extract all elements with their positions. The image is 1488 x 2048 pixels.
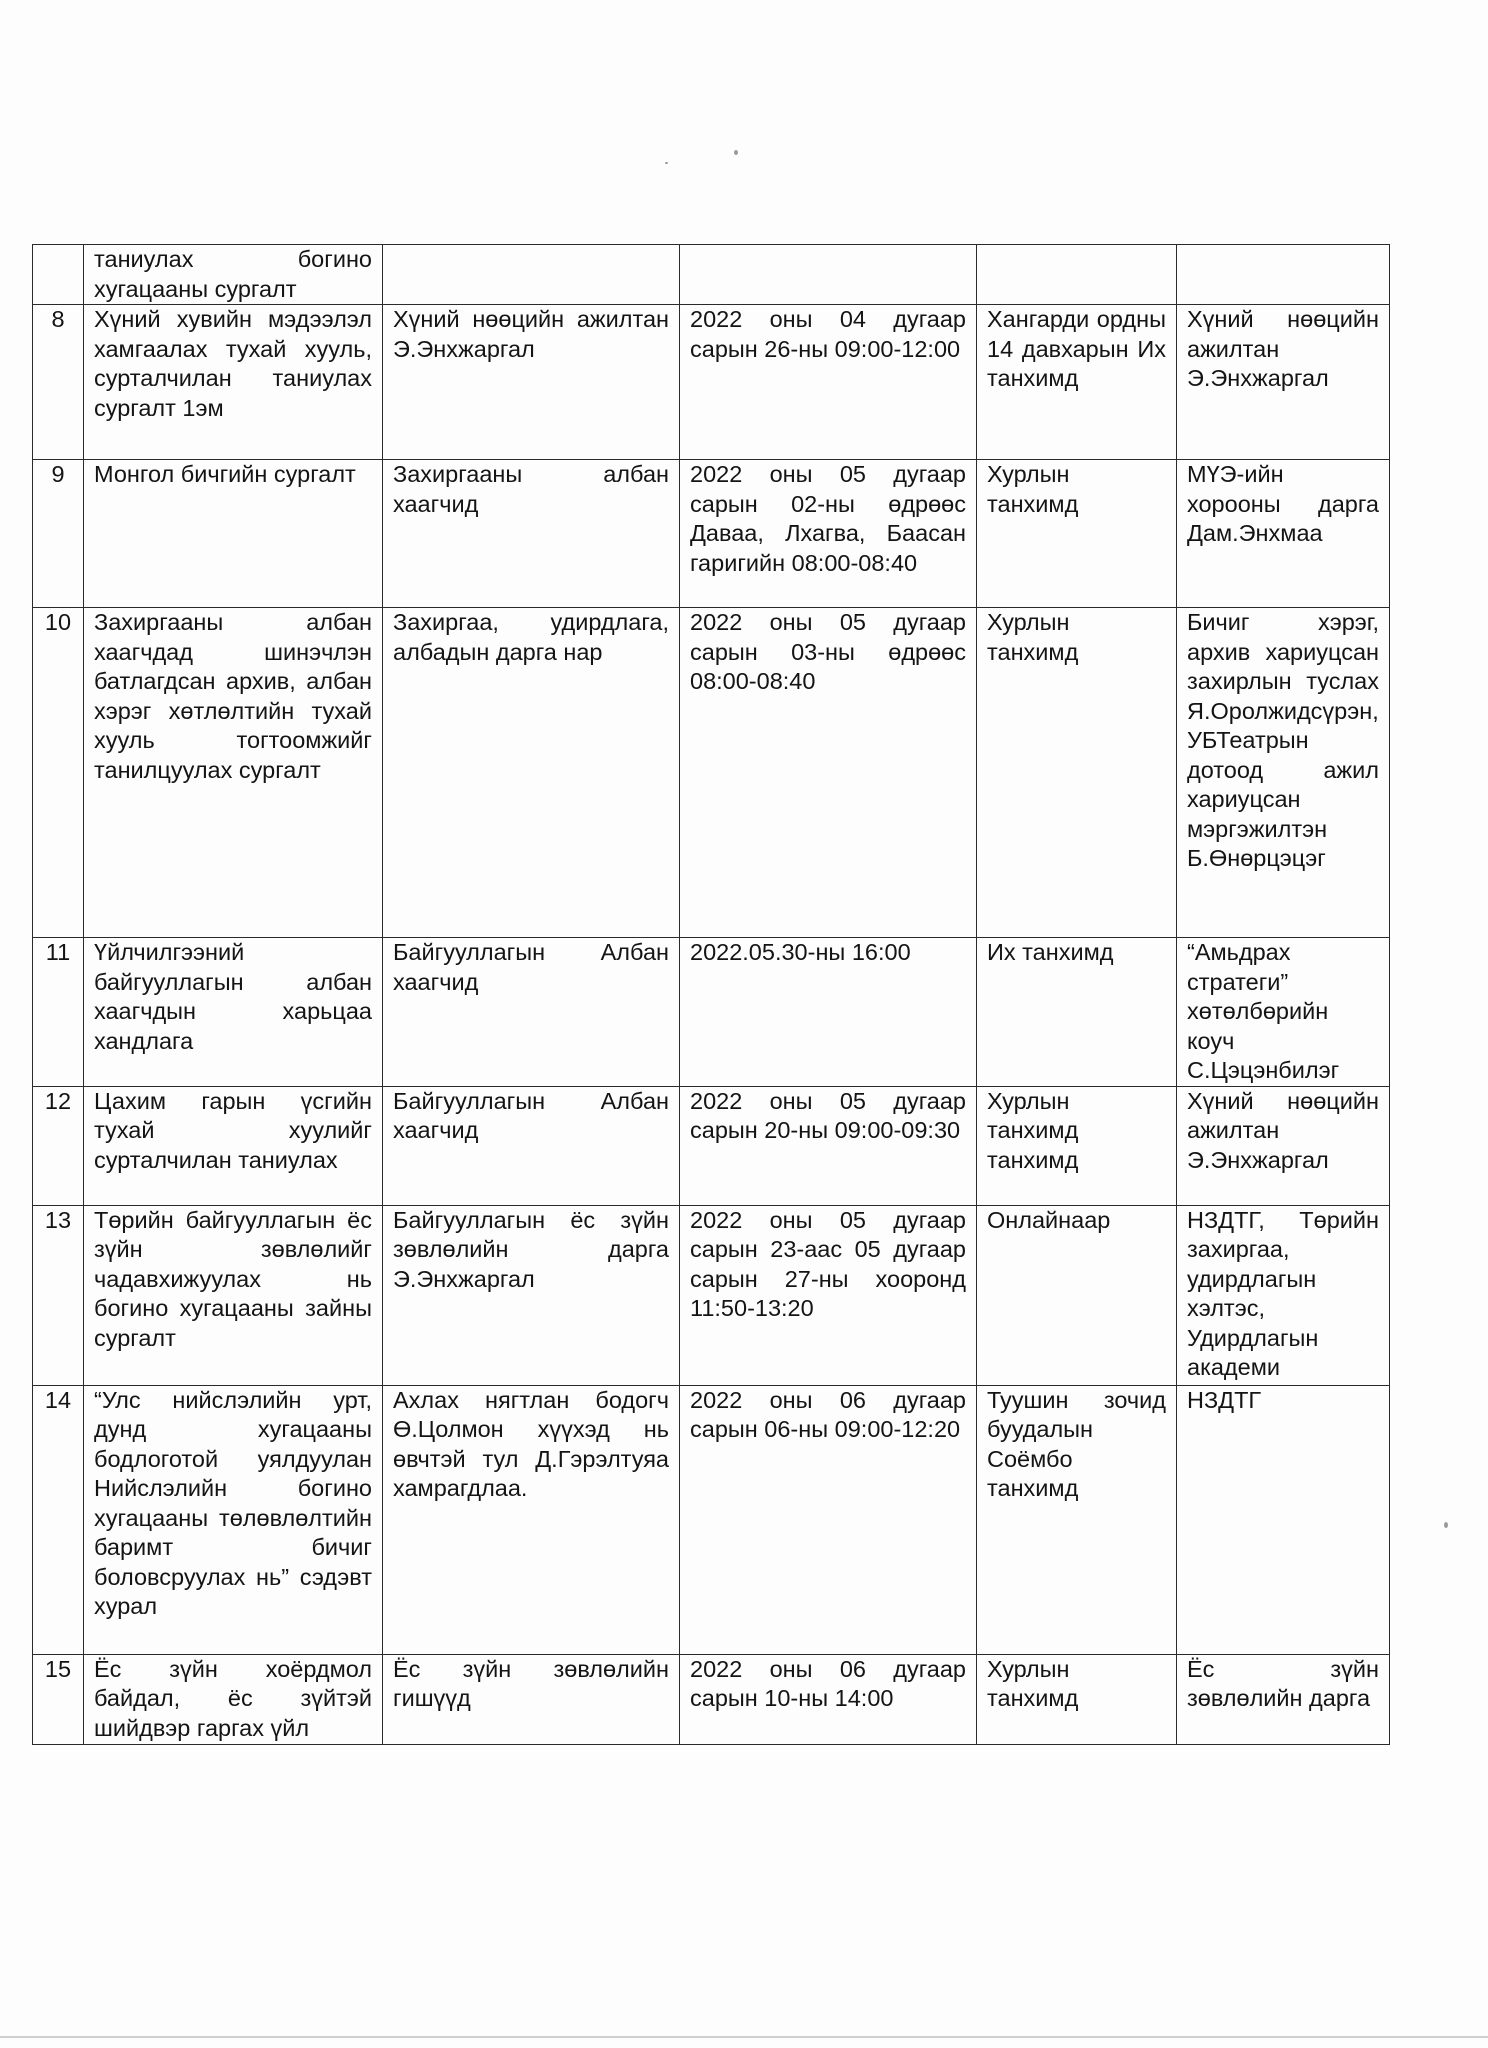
- time-cell: 2022 оны 04 дугаар сарын 26-ны 09:00-12:00: [680, 305, 977, 460]
- table-row: [33, 245, 1390, 305]
- topic-cell: Үйлчилгээний байгууллагын албан хаагчдын харьцаа хандлага: [84, 938, 383, 1087]
- place-cell: Хурлын танхимд танхимд: [977, 1086, 1177, 1205]
- organizer-cell: Хүний нөөцийн ажилтан Э.Энхжаргал: [1177, 305, 1390, 460]
- table-row: [33, 1385, 1390, 1654]
- row-number-cell: [33, 245, 84, 305]
- topic-cell: Төрийн байгууллагын ёс зүйн зөвлөлийг чадавхижуулах нь богино хугацааны зайны сургалт: [84, 1205, 383, 1385]
- row-number-cell: 14: [33, 1385, 84, 1654]
- organizer-cell: МҮЭ-ийн хорооны дарга Дам.Энхмаа: [1177, 460, 1390, 608]
- scan-speck: [1444, 1522, 1448, 1528]
- place-cell: Хангарди ордны 14 давхарын Их танхимд: [977, 305, 1177, 460]
- place-cell: Туушин зочид буудалын Соёмбо танхимд: [977, 1385, 1177, 1654]
- training-schedule-table: [32, 244, 1390, 1745]
- topic-cell: Цахим гарын үсгийн тухай хуулийг сурталчилан таниулах: [84, 1086, 383, 1205]
- place-cell: Хурлын танхимд: [977, 1654, 1177, 1744]
- row-number-cell: 13: [33, 1205, 84, 1385]
- organizer-cell: НЗДТГ, Төрийн захиргаа, удирдлагын хэлтэс, Удирдлагын академи: [1177, 1205, 1390, 1385]
- table-row: [33, 305, 1390, 460]
- table-row: [33, 1086, 1390, 1205]
- table-row: [33, 1654, 1390, 1744]
- time-cell: 2022 оны 05 дугаар сарын 23-аас 05 дугаар сарын 27-ны хооронд 11:50-13:20: [680, 1205, 977, 1385]
- time-cell: [680, 245, 977, 305]
- place-cell: Онлайнаар: [977, 1205, 1177, 1385]
- place-cell: Хурлын танхимд: [977, 608, 1177, 938]
- time-cell: 2022 оны 06 дугаар сарын 10-ны 14:00: [680, 1654, 977, 1744]
- organizer-cell: Ёс зүйн зөвлөлийн дарга: [1177, 1654, 1390, 1744]
- participants-cell: Байгууллагын Албан хаагчид: [383, 1086, 680, 1205]
- participants-cell: Хүний нөөцийн ажилтан Э.Энхжаргал: [383, 305, 680, 460]
- organizer-cell: “Амьдрах стратеги” хөтөлбөрийн коуч С.Цэцэнбилэг: [1177, 938, 1390, 1087]
- organizer-cell: Хүний нөөцийн ажилтан Э.Энхжаргал: [1177, 1086, 1390, 1205]
- table-row: [33, 938, 1390, 1087]
- organizer-cell: НЗДТГ: [1177, 1385, 1390, 1654]
- participants-cell: Захиргаа, удирдлага, албадын дарга нар: [383, 608, 680, 938]
- row-number-cell: 11: [33, 938, 84, 1087]
- row-number-cell: 15: [33, 1654, 84, 1744]
- scan-edge-line: [0, 2036, 1488, 2038]
- time-cell: 2022 оны 05 дугаар сарын 03-ны өдрөөс 08:00-08:40: [680, 608, 977, 938]
- time-cell: 2022.05.30-ны 16:00: [680, 938, 977, 1087]
- scan-speck: [665, 162, 668, 164]
- place-cell: Их танхимд: [977, 938, 1177, 1087]
- topic-cell: таниулах богино хугацааны сургалт: [84, 245, 383, 305]
- participants-cell: Байгууллагын Албан хаагчид: [383, 938, 680, 1087]
- table-row: [33, 460, 1390, 608]
- row-number-cell: 12: [33, 1086, 84, 1205]
- participants-cell: Байгууллагын ёс зүйн зөвлөлийн дарга Э.Энхжаргал: [383, 1205, 680, 1385]
- participants-cell: Захиргааны албан хаагчид: [383, 460, 680, 608]
- table-row: [33, 608, 1390, 938]
- participants-cell: Ахлах нягтлан бодогч Ө.Цолмон хүүхэд нь өвчтэй тул Д.Гэрэлтуяа хамрагдлаа.: [383, 1385, 680, 1654]
- topic-cell: Ёс зүйн хоёрдмол байдал, ёс зүйтэй шийдвэр гаргах үйл: [84, 1654, 383, 1744]
- scan-speck: [734, 150, 738, 155]
- row-number-cell: 10: [33, 608, 84, 938]
- topic-cell: Захиргааны албан хаагчдад шинэчлэн батлагдсан архив, албан хэрэг хөтлөлтийн тухай хууль тогтоомжийг танилцуулах сургалт: [84, 608, 383, 938]
- organizer-cell: [1177, 245, 1390, 305]
- row-number-cell: 8: [33, 305, 84, 460]
- topic-cell: Хүний хувийн мэдээлэл хамгаалах тухай хууль, сурталчилан таниулах сургалт 1эм: [84, 305, 383, 460]
- place-cell: [977, 245, 1177, 305]
- topic-cell: Монгол бичгийн сургалт: [84, 460, 383, 608]
- time-cell: 2022 оны 05 дугаар сарын 20-ны 09:00-09:30: [680, 1086, 977, 1205]
- time-cell: 2022 оны 06 дугаар сарын 06-ны 09:00-12:20: [680, 1385, 977, 1654]
- organizer-cell: Бичиг хэрэг, архив хариуцсан захирлын туслах Я.Оролжидсүрэн, УБТеатрын дотоод ажил хариуцсан мэргэжилтэн Б.Өнөрцэцэг: [1177, 608, 1390, 938]
- table-row: [33, 1205, 1390, 1385]
- participants-cell: Ёс зүйн зөвлөлийн гишүүд: [383, 1654, 680, 1744]
- time-cell: 2022 оны 05 дугаар сарын 02-ны өдрөөс Даваа, Лхагва, Баасан гаригийн 08:00-08:40: [680, 460, 977, 608]
- place-cell: Хурлын танхимд: [977, 460, 1177, 608]
- row-number-cell: 9: [33, 460, 84, 608]
- participants-cell: [383, 245, 680, 305]
- topic-cell: “Улс нийслэлийн урт, дунд хугацааны бодлоготой уялдуулан Нийслэлийн богино хугацааны төлөвлөлтийн баримт бичиг боловсруулах нь” сэдэвт хурал: [84, 1385, 383, 1654]
